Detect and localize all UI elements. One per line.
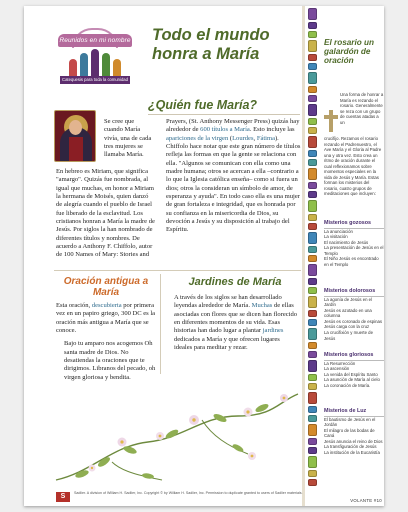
mystery-item: La institución de la Eucaristía xyxy=(324,450,380,456)
rosary-bead xyxy=(308,200,317,212)
rosary-bead xyxy=(308,127,317,134)
text-run: ). Chiffolo hace notar que este gran número de títulos refleja las formas en que la gente se relaciona con ella. "Algunos se comunican con ella como una madre humana; otros se acercan a ella –contrario a lo que la Iglesia católica enseña– como si fuera un dios; otros la consideran un símbolo de amor, de esperanza y ayuda". En todo caso ella es una mujer de gran fortaleza e integridad, que es honrada por su confianza en la misericordia de Dios, su devoción a Jesús y su disposición al trabajo del Espíritu. xyxy=(166,134,301,234)
mysteries-gozosos xyxy=(324,220,384,268)
logo-figure xyxy=(69,59,77,77)
page-label: VOLANTE #10 xyxy=(350,498,382,503)
rosary-bead xyxy=(308,40,317,52)
mystery-item: La crucifixión y muerte de Jesús xyxy=(324,330,373,341)
mysteries-dolorosos xyxy=(324,288,384,341)
rosary-bead xyxy=(308,328,317,340)
rosary-bead xyxy=(308,342,317,349)
rosary-bead xyxy=(308,383,317,390)
rosary-bead xyxy=(308,150,317,157)
flower-icon xyxy=(244,408,253,417)
face-shape xyxy=(69,120,82,135)
mystery-item: La presentación de Jesús en el Templo xyxy=(324,245,384,256)
highlight-text: 600 títulos a María xyxy=(200,126,250,134)
vine-stem xyxy=(112,462,162,480)
mystery-item: El Niño Jesús es encontrado en el Templo xyxy=(324,256,379,268)
heading-rule xyxy=(148,114,300,115)
rosary-bead xyxy=(308,86,317,93)
highlight-text: Muchas xyxy=(251,302,273,310)
rosary-bead xyxy=(308,118,317,125)
vine-flowers xyxy=(89,394,289,472)
mysteries-title: Misterios gloriosos xyxy=(324,352,384,361)
mystery-item: El milagro de las bodas de Caná xyxy=(324,427,375,439)
text-run: ( xyxy=(228,134,233,142)
rosary-bead xyxy=(308,72,317,84)
rosary-bead xyxy=(308,8,317,20)
mystery-item: Jesús es azotado en una columna xyxy=(324,307,372,319)
heading-jardines-de-maria: Jardines de María xyxy=(188,276,282,288)
oracion-intro xyxy=(56,302,160,335)
flowering-vine-illustration xyxy=(52,376,302,488)
rosario-intro: Una forma de honrar a María es rezando el rosario. Generalmente se reza con un grupo de cuentas atadas a un xyxy=(340,92,384,125)
logo-figure xyxy=(91,49,99,77)
text-run: Esta oración, xyxy=(56,302,92,309)
rosary-bead xyxy=(308,447,317,454)
logo-figure xyxy=(102,53,110,77)
mystery-item: El bautismo de Jesús en el Jordán xyxy=(324,416,376,428)
rosary-bead xyxy=(308,22,317,29)
heading-oracion-antigua: Oración antigua a María xyxy=(63,276,149,298)
rosario-intro-continued: crucifijo. Rezamos el rosario rezando el Padrenuestro, el Ave María y el Gloria al Padre una y otra vez. Esto crea un ritmo de oración durante el cual reflexionamos sobre momentos especiales en la vida de Jesús y María. Estas forman los misterios del rosario, cuatro grupos de meditaciones que incluyen: xyxy=(324,136,382,197)
rosary-bead xyxy=(308,54,317,61)
rosary-bead xyxy=(308,310,317,317)
mystery-item: La asunción de María al cielo xyxy=(324,377,380,383)
text-run: dedicados a María y que ofrecen lugares ideales para meditar y rezar. xyxy=(174,335,280,352)
jardines-text xyxy=(174,294,298,376)
mystery-item: La venida del Espíritu Santo xyxy=(324,371,378,377)
heading-rosario: El rosario un galardón de oración xyxy=(324,38,375,66)
rosary-bead xyxy=(308,63,317,70)
mystery-item: La visitación xyxy=(324,234,348,240)
mystery-item: La agonía de Jesús en el Jardín xyxy=(324,296,373,308)
logo-figure xyxy=(113,59,121,77)
rosary-bead xyxy=(308,182,317,189)
logo-banner: Reunidos en mi nombre xyxy=(58,34,132,47)
oracion-text xyxy=(56,302,160,382)
rosary-bead xyxy=(308,351,317,358)
mystery-item: La Resurrección xyxy=(324,360,356,366)
sadlier-logo: S xyxy=(56,492,70,502)
rosary-bead xyxy=(308,264,317,276)
quien-intro: Se cree que cuando María vivía, una de cada tres mujeres se llamaba María. xyxy=(104,118,152,159)
mysteries-title: Misterios gozosos xyxy=(324,220,384,229)
rosary-bead xyxy=(308,287,317,294)
rosary-bead xyxy=(308,31,317,38)
mysteries-gloriosos xyxy=(324,352,384,388)
rosary-bead xyxy=(308,168,317,180)
rosary-bead xyxy=(308,159,317,166)
robe-shape xyxy=(69,137,83,162)
highlight-text: Lourdes xyxy=(232,134,254,142)
flower-icon xyxy=(280,394,288,402)
rosary-bead xyxy=(308,223,317,230)
sidebar-rosario xyxy=(322,6,384,506)
heading-quien-fue-maria: ¿Quién fue María? xyxy=(148,98,258,112)
flower-icon xyxy=(89,465,96,472)
text-run: A través de los siglos se han desarrollado leyendas alrededor de María. xyxy=(174,294,282,310)
rosary-bead-stripe xyxy=(308,8,318,493)
mysteries-de-luz xyxy=(324,408,384,456)
highlight-text: apariciones de la virgen xyxy=(166,134,229,142)
column-stripe xyxy=(302,6,305,506)
rosary-bead xyxy=(308,360,317,372)
column-divider xyxy=(160,274,161,374)
rosary-bead xyxy=(308,232,317,244)
quien-text-col1: En hebreo es Miriam, que significa "amargo". Quizás fue nombrada, al igual que muchas, en honor a Miriam la hermana de Moisés, quien danzó de alegría cuando el pueblo de Israel fue liberado de la esclavitud. Los cristianos honran a María la madre de Jesús. Por siglos la han nombrado de diferentes títulos y nombres. De acuerdo a Anthony F. Chiffolo, autor de 100 Names of Mary: Stories and xyxy=(56,168,155,259)
oracion-poem: Bajo tu amparo nos acogemos Oh santa madre de Dios. No desatiendas la oraciones que te dirigimos. Libranos del pecado, oh virgen gloriosa y bendita. xyxy=(64,340,156,381)
rosary-bead xyxy=(308,319,317,326)
logo-figures xyxy=(69,47,121,77)
rosary-bead xyxy=(308,191,317,198)
section-divider xyxy=(54,270,301,271)
rosary-bead xyxy=(308,479,317,486)
rosary-bead xyxy=(308,406,317,413)
mystery-item: Jesús carga con la cruz xyxy=(324,324,370,330)
rosary-bead xyxy=(308,278,317,285)
rosary-bead xyxy=(308,456,317,468)
rosary-bead xyxy=(308,214,317,221)
reunidos-logo xyxy=(58,28,132,86)
text-run: . Esto incluye las xyxy=(249,126,295,134)
rosary-bead xyxy=(308,246,317,253)
mystery-item: La coronación de María. xyxy=(324,382,371,388)
flower-icon xyxy=(156,432,164,440)
rosary-bead xyxy=(308,424,317,436)
vine-leaves xyxy=(74,402,269,479)
logo-figure xyxy=(80,53,88,77)
rosary-bead xyxy=(308,470,317,477)
text-run: por primera vez en un papiro griego, 300 DC es la oración más antigua a María que se conoce. xyxy=(56,302,156,335)
copyright-text: Sadlier. A division of William H. Sadlier, Inc. Copyright © by William H. Sadlier, Inc. Permission to duplicate granted to users of Sadlier materials. xyxy=(74,491,303,495)
logo-tagline: Catequesis para toda la comunidad xyxy=(60,76,130,84)
text-run: Prayers, (St. Anthony Messenger Press) quizás hay alrededor de xyxy=(166,118,300,134)
mystery-item: La anunciación xyxy=(324,228,353,234)
rosary-bead xyxy=(308,438,317,445)
highlight-text: Fátima xyxy=(256,134,275,142)
leaf-icon xyxy=(212,412,227,423)
rosary-bead xyxy=(308,296,317,308)
handout-page xyxy=(24,6,384,506)
rosary-bead xyxy=(308,392,317,404)
mary-icon-image xyxy=(54,110,96,162)
flower-icon xyxy=(118,438,127,447)
mystery-item: La transfiguración de Jesús xyxy=(324,444,377,450)
rosary-bead xyxy=(308,415,317,422)
text-run: , xyxy=(253,134,257,142)
rosary-bead xyxy=(308,255,317,262)
mystery-item: El nacimiento de Jesús xyxy=(324,239,369,245)
crucifix-icon xyxy=(324,110,338,132)
text-run: de ellas asociadas con flores que se dicen han florecido en diferentes momentos de su vida. Esas historias han dado lugar a plantar xyxy=(174,302,298,335)
mystery-item: Jesús anuncia el reino de Dios xyxy=(324,438,383,444)
highlight-text: jardines xyxy=(262,327,284,335)
rosary-bead xyxy=(308,104,317,116)
rosary-bead xyxy=(308,374,317,381)
highlight-text: descubierta xyxy=(91,302,122,309)
flower-icon xyxy=(248,452,256,460)
mystery-item: La ascensión xyxy=(324,366,350,372)
page-title: Todo el mundo honra a María xyxy=(152,26,270,63)
quien-text-col2 xyxy=(166,118,302,268)
mysteries-title: Misterios dolorosos xyxy=(324,288,384,297)
rosary-bead xyxy=(308,95,317,102)
rosary-bead xyxy=(308,136,317,148)
mystery-item: Jesús es coronado de espinas xyxy=(324,318,383,324)
flower-icon xyxy=(189,415,199,425)
mysteries-title: Misterios de Luz xyxy=(324,408,384,417)
